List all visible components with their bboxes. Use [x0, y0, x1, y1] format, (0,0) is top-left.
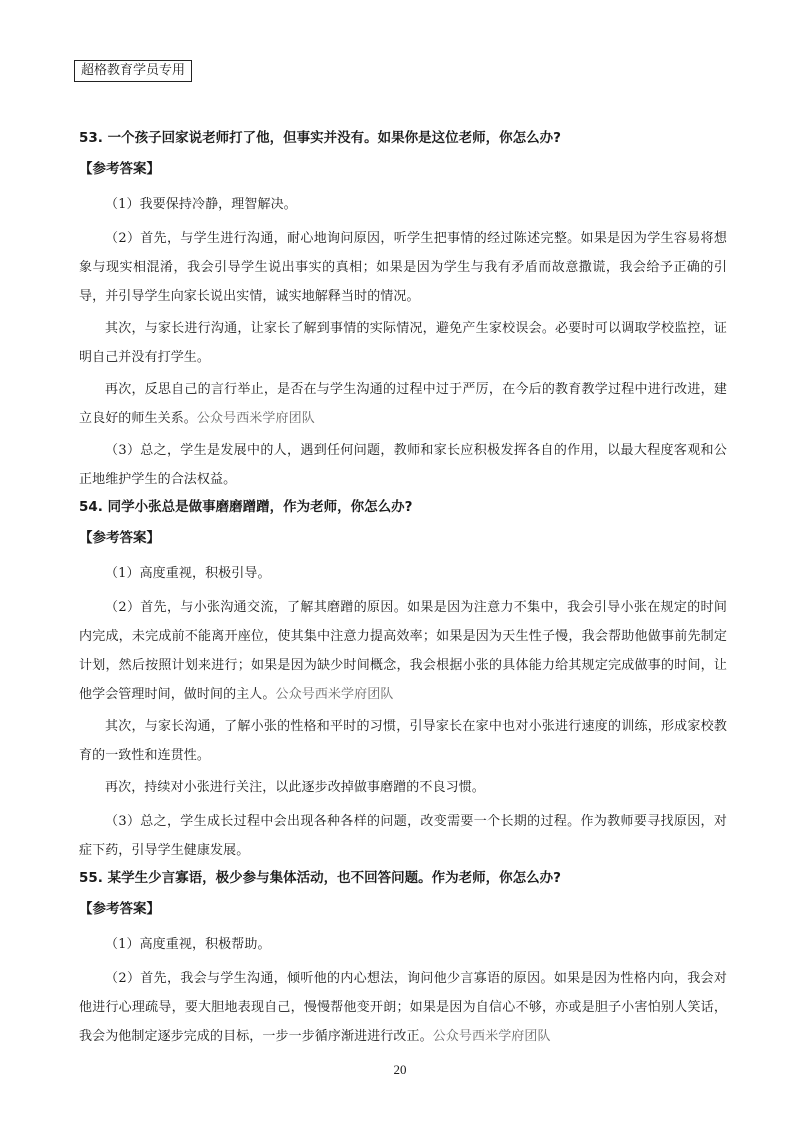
paragraph [79, 964, 727, 1051]
paragraph: 再次，持续对小张进行关注，以此逐步改掉做事磨蹭的不良习惯。 [105, 780, 485, 795]
question-title-55: 55. 某学生少言寡语，极少参与集体活动，也不回答问题。作为老师，你怎么办? [79, 870, 561, 886]
answer-label: 【参考答案】 [79, 901, 160, 917]
question-title-54: 54. 同学小张总是做事磨磨蹭蹭，作为老师，你怎么办? [79, 499, 413, 515]
paragraph-text: （2）首先，与小张沟通交流，了解其磨蹭的原因。如果是因为注意力不集中，我会引导小张在规定的时间内完成，未完成前不能离开座位，使其集中注意力提高效率；如果是因为天生性子慢，我会帮助他做事前先制定计划，然后按照计划来进行；如果是因为缺少时间概念，我会根据小张的具体能力给其规定完成做事的时间，让他学会管理时间，做时间的主人。 [79, 600, 727, 702]
paragraph-text: （2）首先，我会与学生沟通，倾听他的内心想法，询问他少言寡语的原因。如果是因为性格内向，我会对他进行心理疏导，要大胆地表现自己，慢慢帮他变开朗；如果是因为自信心不够，亦或是胆子小害怕别人笑话，我会为他制定逐步完成的目标，一步一步循序渐进进行改正。 [79, 971, 727, 1044]
paragraph: （1）我要保持冷静，理智解决。 [105, 197, 297, 212]
paragraph: （3）总之，学生成长过程中会出现各种各样的问题，改变需要一个长期的过程。作为教师要寻找原因，对症下药，引导学生健康发展。 [79, 814, 727, 858]
page-number: 20 [393, 1062, 407, 1077]
paragraph [79, 593, 727, 709]
document-body [79, 128, 727, 1054]
paragraph-text: 再次，反思自己的言行举止，是否在与学生沟通的过程中过于严厉，在今后的教育教学过程中进行改进，建立良好的师生关系。 [79, 382, 727, 426]
watermark-text: 公众号西米学府团队 [432, 1029, 551, 1044]
answer-label: 【参考答案】 [79, 530, 160, 546]
paragraph [79, 375, 727, 433]
paragraph: （3）总之，学生是发展中的人，遇到任何问题，教师和家长应积极发挥各自的作用，以最大程度客观和公正地维护学生的合法权益。 [79, 443, 727, 487]
paragraph: （1）高度重视，积极帮助。 [105, 937, 271, 952]
paragraph: （1）高度重视，积极引导。 [105, 566, 271, 581]
header-tag: 超格教育学员专用 [74, 60, 192, 82]
watermark-text: 公众号西米学府团队 [196, 411, 315, 426]
paragraph: 其次，与家长沟通，了解小张的性格和平时的习惯，引导家长在家中也对小张进行速度的训练，形成家校教育的一致性和连贯性。 [79, 719, 727, 763]
answer-label: 【参考答案】 [79, 161, 160, 177]
watermark-text: 公众号西米学府团队 [275, 687, 394, 702]
question-title-53: 53. 一个孩子回家说老师打了他，但事实并没有。如果你是这位老师，你怎么办? [79, 130, 561, 146]
paragraph: 其次，与家长进行沟通，让家长了解到事情的实际情况，避免产生家校误会。必要时可以调取学校监控，证明自己并没有打学生。 [79, 321, 727, 365]
paragraph: （2）首先，与学生进行沟通，耐心地询问原因，听学生把事情的经过陈述完整。如果是因为学生容易将想象与现实相混淆，我会引导学生说出事实的真相；如果是因为学生与我有矛盾而故意撒谎，我会给予正确的引导，并引导学生向家长说出实情，诚实地解释当时的情况。 [79, 231, 727, 304]
